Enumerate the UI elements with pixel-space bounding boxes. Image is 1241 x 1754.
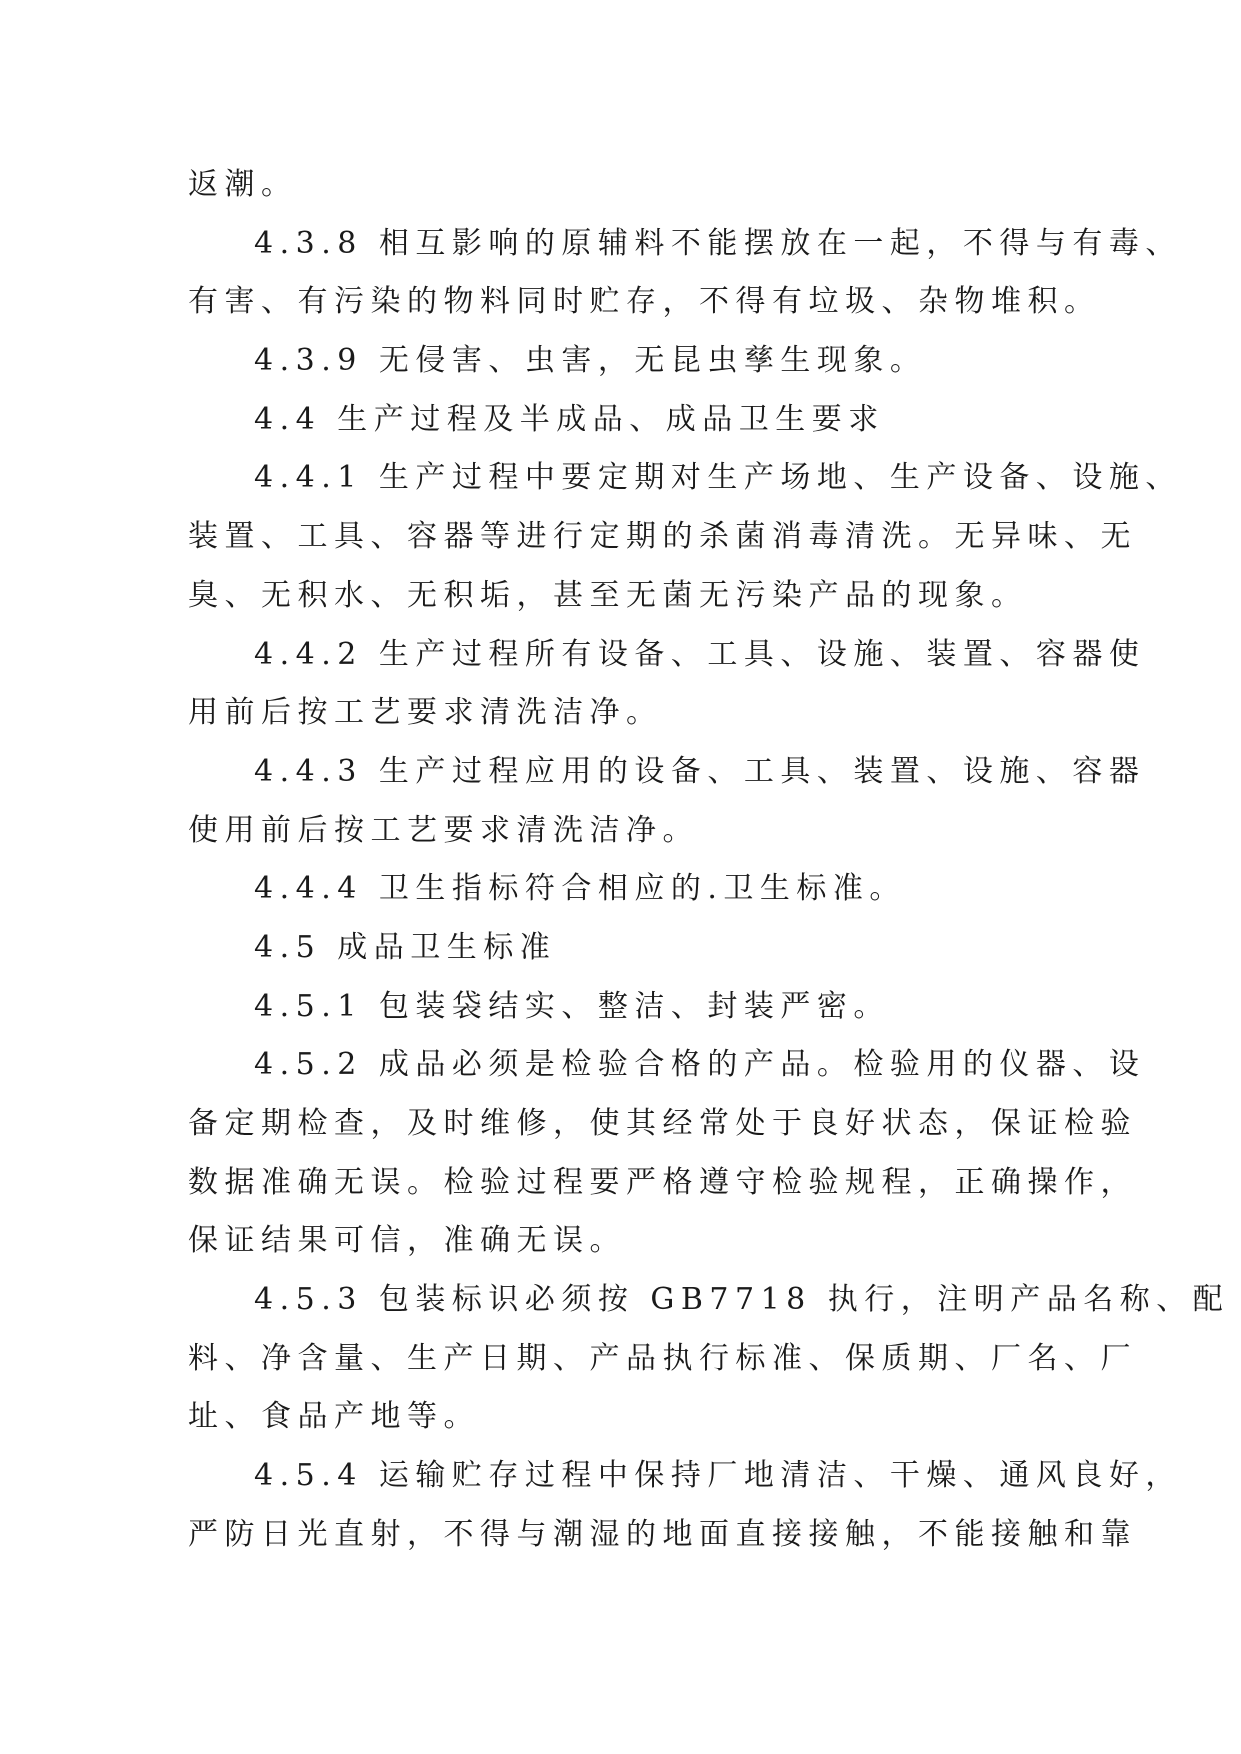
document-page — [188, 156, 1230, 1565]
text-line: 4.4.2 生产过程所有设备、工具、设施、装置、容器使 — [254, 636, 1146, 672]
text-line: 4.4.4 卫生指标符合相应的.卫生标准。 — [254, 871, 906, 907]
text-line: 4.5.4 运输贮存过程中保持厂地清洁、干燥、通风良好， — [254, 1458, 1182, 1494]
text-line: 保证结果可信，准确无误。 — [188, 1223, 626, 1259]
text-line: 4.5.2 成品必须是检验合格的产品。检验用的仪器、设 — [254, 1047, 1146, 1083]
text-line: 4.4.1 生产过程中要定期对生产场地、生产设备、设施、 — [254, 460, 1182, 496]
text-line: 返潮。 — [188, 167, 298, 202]
section-heading: 4.5 成品卫生标准 — [254, 929, 557, 965]
text-line: 备定期检查，及时维修，使其经常处于良好状态，保证检验 — [188, 1106, 1137, 1141]
text-line: 4.4.3 生产过程应用的设备、工具、装置、设施、容器 — [254, 753, 1146, 789]
text-line: 址、食品产地等。 — [188, 1399, 480, 1435]
text-line: 4.5.1 包装袋结实、整洁、封装严密。 — [254, 988, 890, 1024]
text-line: 用前后按工艺要求清洗洁净。 — [188, 695, 663, 731]
text-line: 4.3.8 相互影响的原辅料不能摆放在一起，不得与有毒、 — [254, 225, 1182, 261]
text-line: 臭、无积水、无积垢，甚至无菌无污染产品的现象。 — [188, 577, 1028, 613]
text-line: 严防日光直射，不得与潮湿的地面直接接触，不能接触和靠 — [188, 1516, 1137, 1552]
text-line: 数据准确无误。检验过程要严格遵守检验规程，正确操作， — [188, 1164, 1137, 1200]
text-line: 装置、工具、容器等进行定期的杀菌消毒清洗。无异味、无 — [188, 519, 1137, 555]
text-line: 料、净含量、生产日期、产品执行标准、保质期、厂名、厂 — [188, 1340, 1137, 1376]
text-line: 有害、有污染的物料同时贮存，不得有垃圾、杂物堆积。 — [188, 284, 1101, 320]
text-line: 4.3.9 无侵害、虫害，无昆虫孳生现象。 — [254, 343, 927, 379]
text-line: 使用前后按工艺要求清洗洁净。 — [188, 812, 699, 848]
section-heading: 4.4 生产过程及半成品、成品卫生要求 — [254, 401, 885, 437]
text-line: 4.5.3 包装标识必须按 GB7718 执行，注明产品名称、配 — [254, 1282, 1230, 1318]
